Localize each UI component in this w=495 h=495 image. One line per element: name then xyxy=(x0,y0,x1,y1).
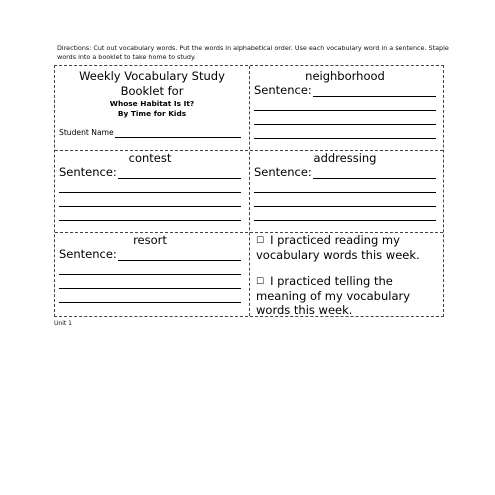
word-cell-addressing xyxy=(250,151,444,232)
sentence-label: Sentence: xyxy=(59,165,117,179)
sentence-label: Sentence: xyxy=(254,165,312,179)
sentence-row xyxy=(59,247,241,261)
vocabulary-grid xyxy=(54,65,444,317)
writing-line[interactable] xyxy=(254,192,436,193)
unit-label: Unit 1 xyxy=(54,320,72,327)
word-cell-resort xyxy=(55,233,249,316)
sentence-line[interactable] xyxy=(118,249,241,261)
vocab-word: addressing xyxy=(313,151,377,165)
writing-line[interactable] xyxy=(254,206,436,207)
checklist-text: I practiced reading my vocabulary words this week. xyxy=(256,233,420,262)
sentence-line[interactable] xyxy=(118,167,241,179)
writing-line[interactable] xyxy=(254,124,436,125)
story-title: Whose Habitat Is It? xyxy=(109,99,195,108)
vocab-word: contest xyxy=(128,151,172,165)
vocab-word: resort xyxy=(133,233,167,247)
directions-text: Directions: Cut out vocabulary words. Put the words in alphabetical order. Use each vocabulary word in a sentence. Staple words into a booklet to take home to study. xyxy=(57,44,449,61)
story-author: By Time for Kids xyxy=(117,109,187,118)
sentence-line[interactable] xyxy=(313,167,436,179)
sentence-row xyxy=(254,165,436,179)
checklist-text: I practiced telling the meaning of my vocabulary words this week. xyxy=(256,274,411,317)
writing-line[interactable] xyxy=(59,288,241,289)
checkbox-icon[interactable]: ☐ xyxy=(256,236,265,246)
vocab-word: neighborhood xyxy=(305,69,385,83)
word-cell-neighborhood xyxy=(250,69,444,150)
student-name-label: Student Name xyxy=(59,128,114,137)
booklet-title-line2: Booklet for xyxy=(120,84,184,98)
checkbox-icon[interactable]: ☐ xyxy=(256,277,265,287)
booklet-title-cell xyxy=(55,69,249,150)
sentence-label: Sentence: xyxy=(254,83,312,97)
writing-line[interactable] xyxy=(254,110,436,111)
writing-line[interactable] xyxy=(59,274,241,275)
sentence-label: Sentence: xyxy=(59,247,117,261)
booklet-title-line1: Weekly Vocabulary Study xyxy=(79,69,225,83)
writing-line[interactable] xyxy=(59,192,241,193)
word-cell-contest xyxy=(55,151,249,232)
sentence-row xyxy=(254,83,436,97)
writing-line[interactable] xyxy=(59,206,241,207)
writing-line[interactable] xyxy=(254,138,436,139)
sentence-line[interactable] xyxy=(313,85,436,97)
writing-line[interactable] xyxy=(59,220,241,221)
checklist-item xyxy=(256,274,438,317)
writing-line[interactable] xyxy=(59,302,241,303)
checklist-cell xyxy=(250,233,444,316)
writing-line[interactable] xyxy=(254,220,436,221)
checklist-item xyxy=(256,233,438,262)
sentence-row xyxy=(59,165,241,179)
student-name-row xyxy=(59,128,241,138)
student-name-line[interactable] xyxy=(115,129,241,138)
